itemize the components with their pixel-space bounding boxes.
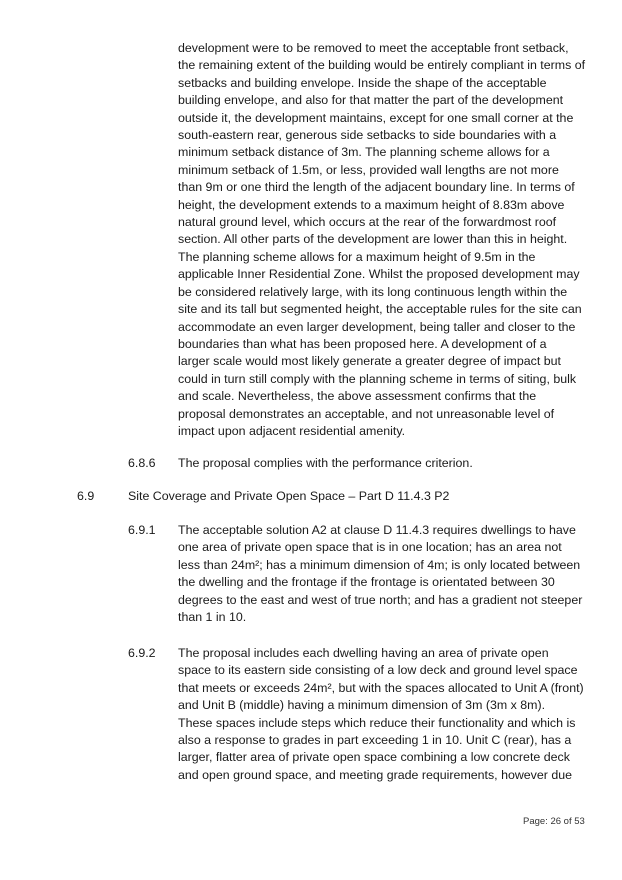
item-text-6-9-2: The proposal includes each dwelling having an area of private open space to its eastern side consisting of a low deck and ground level space that meets or exceeds 24m², but with the spaces allocated to Unit A (front) and Unit B (middle) having a minimum dimension of 3m (3m x 8m). These spaces include steps which reduce their functionality and which is also a response to grades in part exceeding 1 in 10. Unit C (rear), has a larger, flatter area of private open space combining a low concrete deck and open ground space, and meeting grade requirements, however due	[178, 646, 584, 782]
page-number-footer: Page: 26 of 53	[523, 816, 585, 827]
item-number-6-8-6: 6.8.6	[128, 456, 156, 470]
item-number-6-9-1: 6.9.1	[128, 523, 156, 537]
item-text-6-8-6: The proposal complies with the performance criterion.	[178, 456, 473, 470]
item-number-6-9-2: 6.9.2	[128, 646, 156, 660]
section-title-6-9: Site Coverage and Private Open Space – Part D 11.4.3 P2	[128, 489, 450, 503]
item-text-6-9-1: The acceptable solution A2 at clause D 11.4.3 requires dwellings to have one area of private open space that is in one location; has an area not less than 24m²; has a minimum dimension of 4m; is only located between the dwelling and the frontage if the frontage is orientated between 30 degrees to the east and west of true north; and has a gradient not steeper than 1 in 10.	[178, 523, 583, 625]
continuation-paragraph: development were to be removed to meet the acceptable front setback, the remaining extent of the building would be entirely compliant in terms of setbacks and building envelope. Inside the shape of the acceptable building envelope, and also for that matter the part of the development outside it, the development maintains, except for one small corner at the south-eastern rear, generous side setbacks to side boundaries with a minimum setback distance of 3m. The planning scheme allows for a minimum setback of 1.5m, or less, provided wall lengths are not more than 9m or one third the length of the adjacent boundary line. In terms of height, the development extends to a maximum height of 8.83m above natural ground level, which occurs at the rear of the forwardmost roof section. All other parts of the development are lower than this in height. The planning scheme allows for a maximum height of 9.5m in the applicable Inner Residential Zone. Whilst the proposed development may be considered relatively large, with its long continuous length within the site and its tall but segmented height, the acceptable rules for the site can accommodate an even larger development, being taller and closer to the boundaries than what has been proposed here. A development of a larger scale would most likely generate a greater degree of impact but could in turn still comply with the planning scheme in terms of siting, bulk and scale. Nevertheless, the above assessment confirms that the proposal demonstrates an acceptable, and not unreasonable level of impact upon adjacent residential amenity.	[178, 41, 586, 438]
section-number-6-9: 6.9	[77, 489, 95, 503]
